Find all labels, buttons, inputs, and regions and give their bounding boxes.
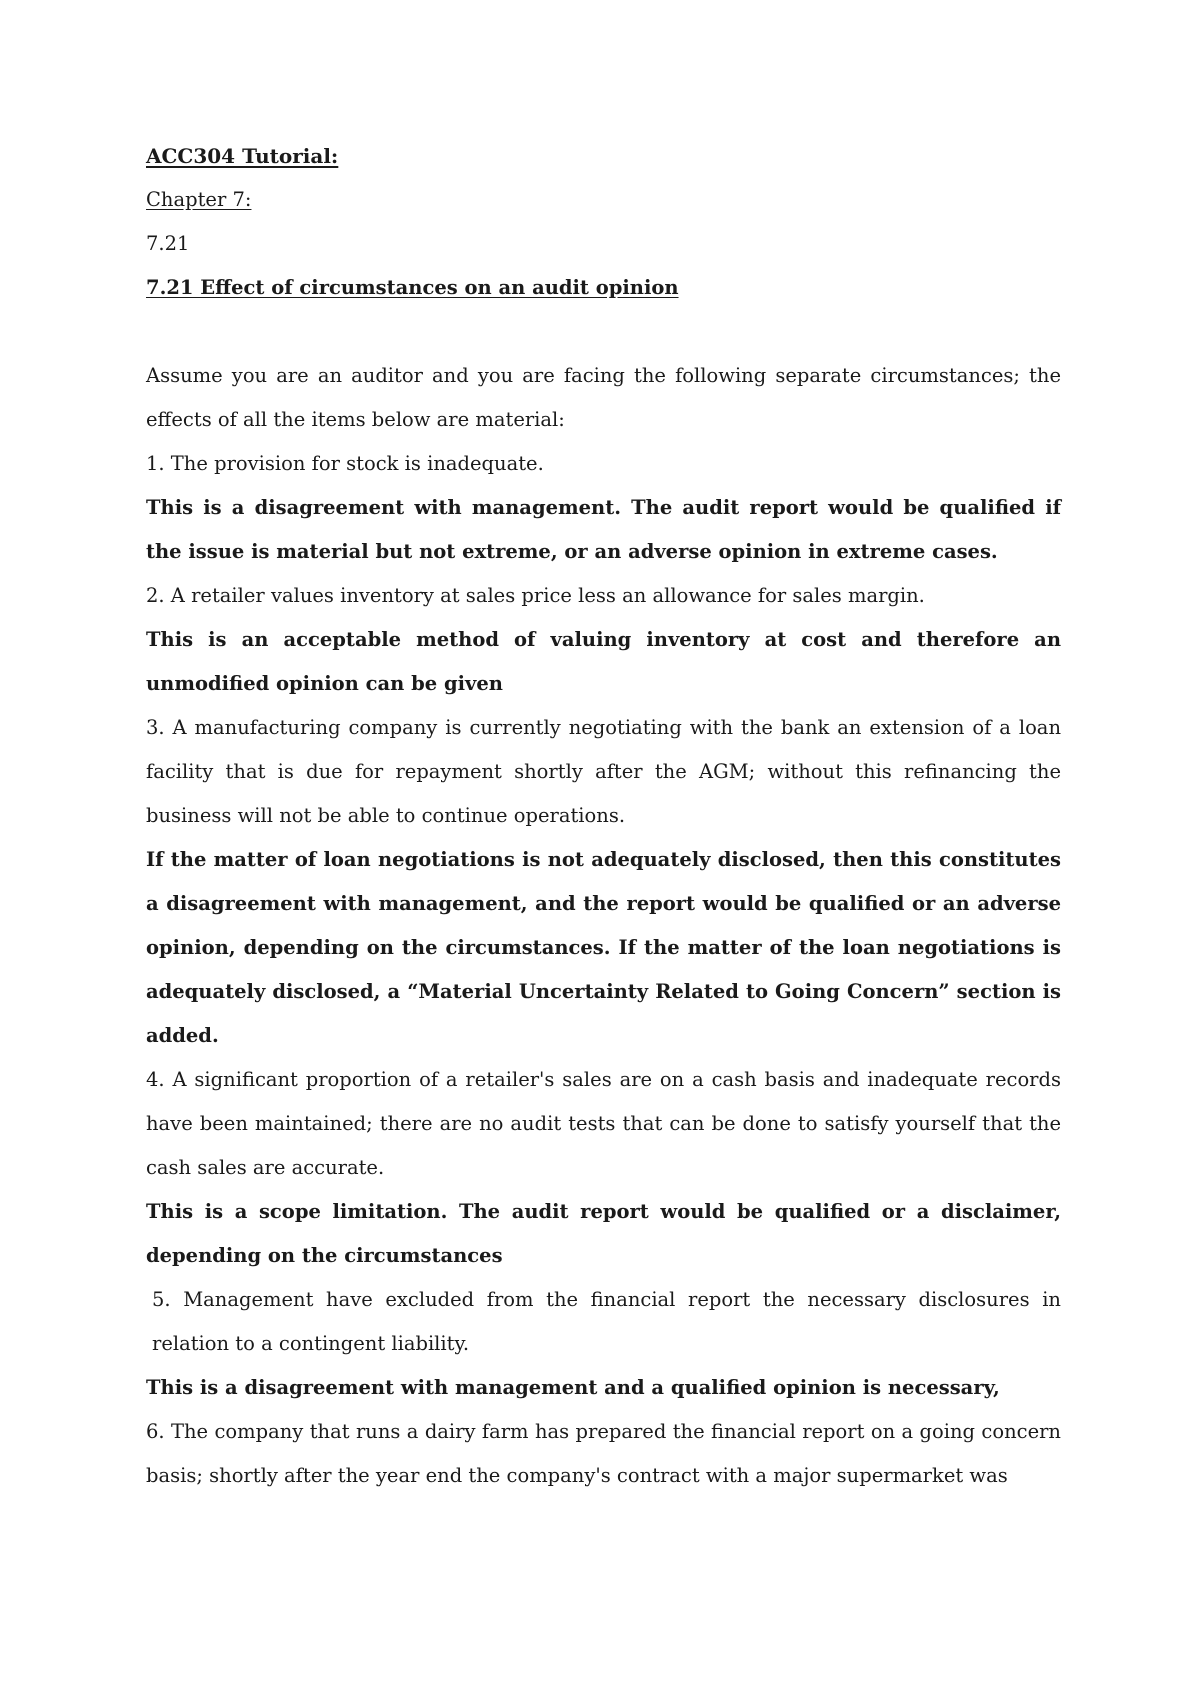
document-title: ACC304 Tutorial: xyxy=(146,144,339,168)
section-number: 7.21 xyxy=(146,232,190,255)
answer-2: This is an acceptable method of valuing inventory at cost and therefore an unmodified opinion can be given xyxy=(146,628,1061,695)
section-heading: 7.21 Effect of circumstances on an audit opinion xyxy=(146,276,679,299)
question-3: 3. A manufacturing company is currently negotiating with the bank an extension of a loan facility that is due for repayment shortly after the AGM; without this refinancing the business will not be able to continue operations. xyxy=(146,716,1061,827)
blank-line xyxy=(146,310,1061,354)
answer-5: This is a disagreement with management and a qualified opinion is necessary, xyxy=(146,1376,1000,1399)
chapter-label: Chapter 7: xyxy=(146,188,252,211)
intro-paragraph: Assume you are an auditor and you are facing the following separate circumstances; the effects of all the items below are material: xyxy=(146,364,1061,431)
question-6: 6. The company that runs a dairy farm has prepared the financial report on a going concern basis; shortly after the year end the company's contract with a major supermarket was xyxy=(146,1420,1061,1487)
question-5: 5. Management have excluded from the financial report the necessary disclosures in relation to a contingent liability. xyxy=(152,1288,1061,1355)
question-2: 2. A retailer values inventory at sales price less an allowance for sales margin. xyxy=(146,584,925,607)
answer-3: If the matter of loan negotiations is not adequately disclosed, then this constitutes a disagreement with management, and the report would be qualified or an adverse opinion, depending on the circumstances. If the matter of the loan negotiations is adequately disclosed, a “Material Uncertainty Related to Going Concern” section is added. xyxy=(146,848,1061,1047)
question-4: 4. A significant proportion of a retailer's sales are on a cash basis and inadequate records have been maintained; there are no audit tests that can be done to satisfy yourself that the cash sales are accurate. xyxy=(146,1068,1061,1179)
question-1: 1. The provision for stock is inadequate. xyxy=(146,452,544,475)
answer-4: This is a scope limitation. The audit report would be qualified or a disclaimer, depending on the circumstances xyxy=(146,1200,1061,1267)
answer-1: This is a disagreement with management. The audit report would be qualified if the issue is material but not extreme, or an adverse opinion in extreme cases. xyxy=(146,496,1061,563)
